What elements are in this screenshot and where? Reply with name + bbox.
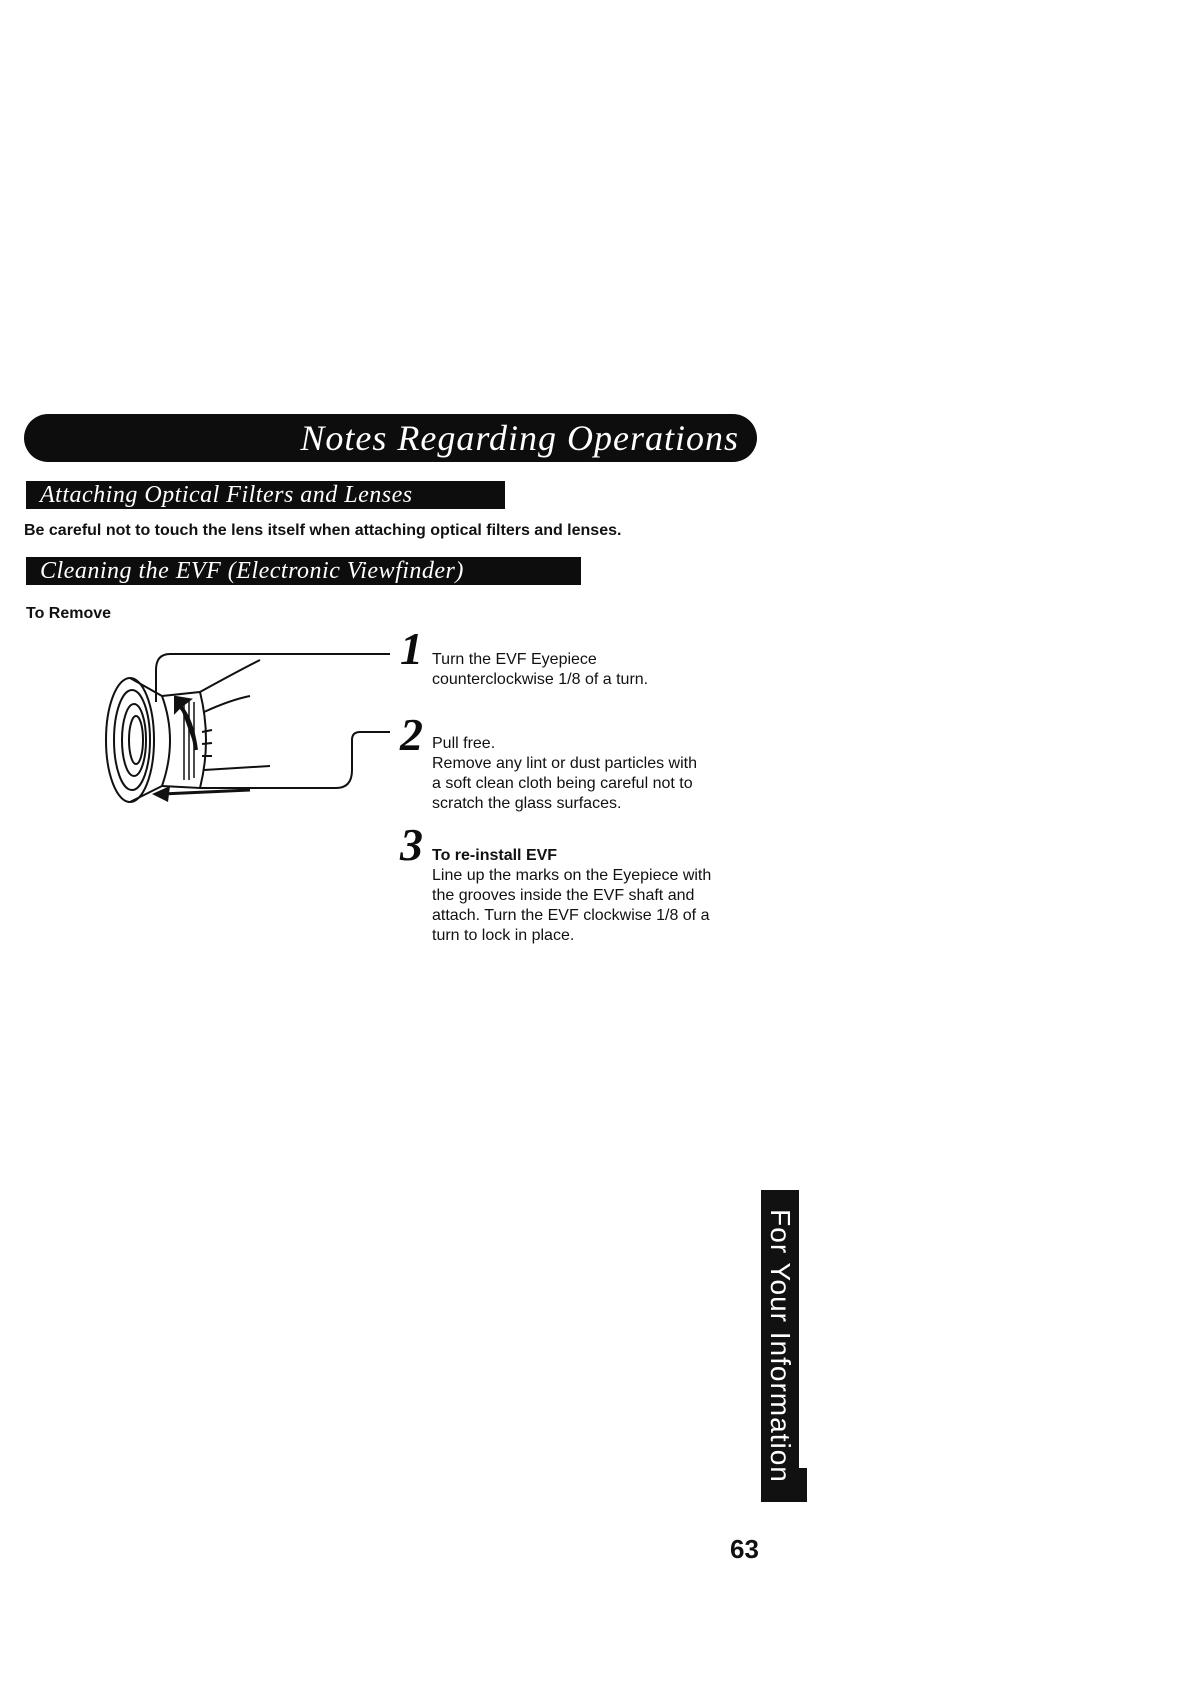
step1-leader-line <box>156 654 390 702</box>
step-3-title: To re-install EVF <box>432 847 558 864</box>
step-2-line: Remove any lint or dust particles with <box>432 755 697 772</box>
step-1-line: counterclockwise 1/8 of a turn. <box>432 671 649 688</box>
side-tab-label: For Your Information <box>765 1209 796 1483</box>
pull-arrow-icon <box>152 786 170 802</box>
step-1-text <box>432 650 648 690</box>
page-title: Notes Regarding Operations <box>24 414 757 462</box>
section-heading-evf: Cleaning the EVF (Electronic Viewfinder) <box>26 557 581 585</box>
step-2-text <box>432 734 697 814</box>
step-3-number: 3 <box>400 819 423 870</box>
side-tab-edge <box>799 1468 807 1502</box>
step-2-number: 2 <box>400 709 423 760</box>
step-3-text <box>432 846 711 946</box>
step-2-line: a soft clean cloth being careful not to <box>432 775 693 792</box>
page-number: 63 <box>730 1534 759 1564</box>
to-remove-subheading: To Remove <box>26 605 112 622</box>
step-3-line: attach. Turn the EVF clockwise 1/8 of a <box>432 907 710 924</box>
side-tab-for-your-information <box>761 1190 799 1502</box>
step-3-line: turn to lock in place. <box>432 927 575 944</box>
step-1-number: 1 <box>400 623 423 674</box>
section-heading-filters: Attaching Optical Filters and Lenses <box>26 481 505 509</box>
step-3-line: Line up the marks on the Eyepiece with <box>432 867 712 884</box>
step-3-line: the grooves inside the EVF shaft and <box>432 887 695 904</box>
evf-eyepiece-illustration <box>100 640 390 820</box>
filters-note: Be careful not to touch the lens itself when attaching optical filters and lenses. <box>24 522 622 539</box>
step-2-line: scratch the glass surfaces. <box>432 795 622 812</box>
step-1-line: Turn the EVF Eyepiece <box>432 651 597 668</box>
rotate-arrow-icon <box>176 698 196 750</box>
step2-leader-line <box>200 732 390 788</box>
step-2-line: Pull free. <box>432 735 496 752</box>
